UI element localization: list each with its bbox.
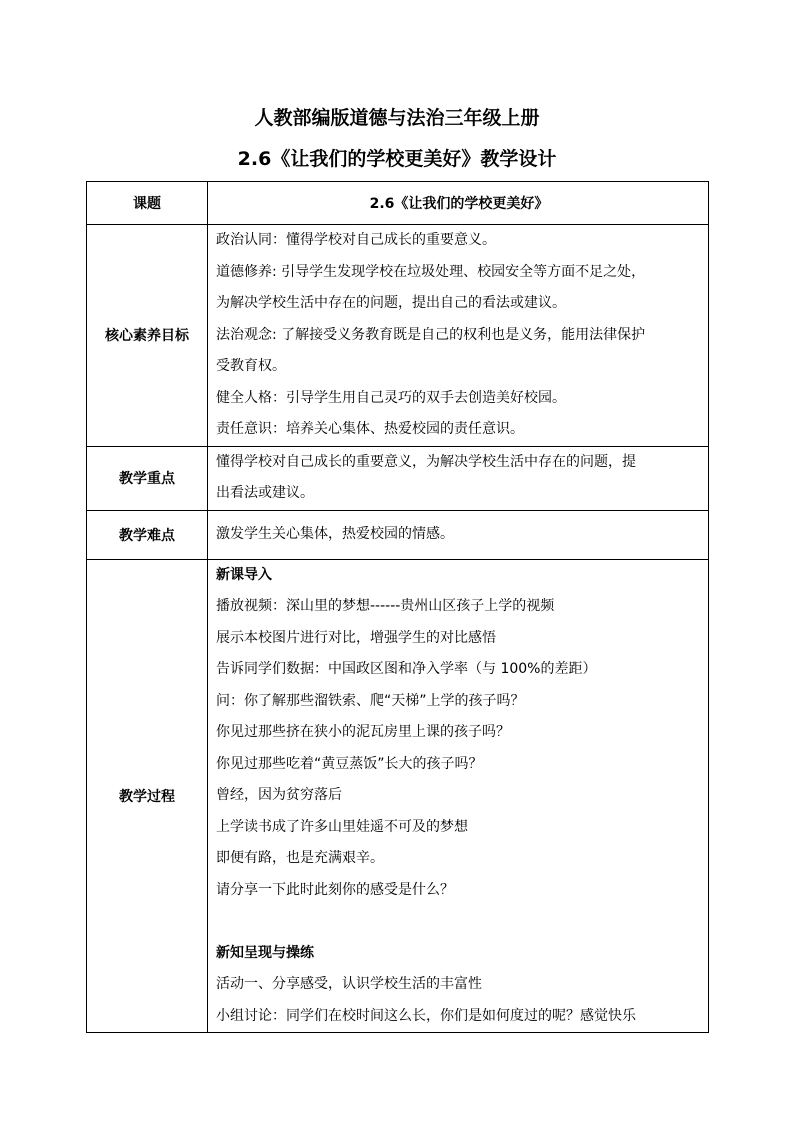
process-line: 请分享一下此时此刻你的感受是什么？ [216,881,454,898]
process-line: 曾经，因为贫穷落后 [216,787,342,803]
goal-line: 健全人格：引导学生用自己灵巧的双手去创造美好校园。 [216,389,566,406]
goal-line: 为解决学校生活中存在的问题，提出自己的看法或建议。 [216,295,566,311]
section-heading: 新知呈现与操练 [216,944,314,961]
difficulties-content [208,510,709,559]
goal-line: 责任意识：培养关心集体、热爱校园的责任意识。 [216,421,524,437]
goal-line: 法治观念: 了解接受义务教育既是自己的权利也是义务，能用法律保护 [216,326,646,343]
goal-line: 政治认同：懂得学校对自己成长的重要意义。 [216,232,496,248]
section-heading: 新课导入 [216,566,272,583]
process-line: 播放视频：深山里的梦想------贵州山区孩子上学的视频 [216,598,555,614]
table-row-goals [87,225,709,447]
label-goals: 核心素养目标 [87,225,208,447]
process-content [208,559,709,1033]
label-process: 教学过程 [87,559,208,1033]
table-row-key-points [87,446,709,510]
subject-value: 2.6《让我们的学校更美好》 [208,182,709,225]
label-key-points: 教学重点 [87,446,208,510]
process-line: 活动一、分享感受，认识学校生活的丰富性 [216,976,482,992]
difficulty-line: 激发学生关心集体，热爱校园的情感。 [216,525,454,542]
table-row-subject [87,182,709,225]
key-points-content [208,446,709,510]
document-title: 人教部编版道德与法治三年级上册 [254,107,540,129]
label-difficulties: 教学难点 [87,510,208,559]
process-line: 上学读书成了许多山里娃遥不可及的梦想 [216,818,468,835]
label-subject: 课题 [87,182,208,225]
spacer [216,906,702,938]
process-line: 你见过那些吃着“黄豆蒸饭”长大的孩子吗？ [216,755,483,772]
process-line: 问：你了解那些溜铁索、爬“天梯”上学的孩子吗？ [216,692,525,709]
goal-line: 受教育权。 [216,358,286,374]
key-point-line: 出看法或建议。 [216,485,314,501]
process-line: 小组讨论：同学们在校时间这么长，你们是如何度过的呢？感觉快乐 [216,1007,636,1024]
process-line: 你见过那些挤在狭小的泥瓦房里上课的孩子吗？ [216,724,510,740]
table-row-difficulties [87,510,709,559]
process-line: 展示本校图片进行对比，增强学生的对比感悟 [216,629,496,646]
goals-content [208,225,709,447]
process-line: 告诉同学们数据：中国政区图和净入学率（与 100%的差距） [216,661,597,677]
table-row-process [87,559,709,1033]
key-point-line: 懂得学校对自己成长的重要意义，为解决学校生活中存在的问题，提 [216,453,636,470]
lesson-plan-table [86,181,709,1033]
goal-line: 道德修养: 引导学生发现学校在垃圾处理、校园安全等方面不足之处， [216,263,646,280]
document-subtitle: 2.6《让我们的学校更美好》教学设计 [237,148,557,170]
process-line: 即便有路，也是充满艰辛。 [216,850,384,866]
